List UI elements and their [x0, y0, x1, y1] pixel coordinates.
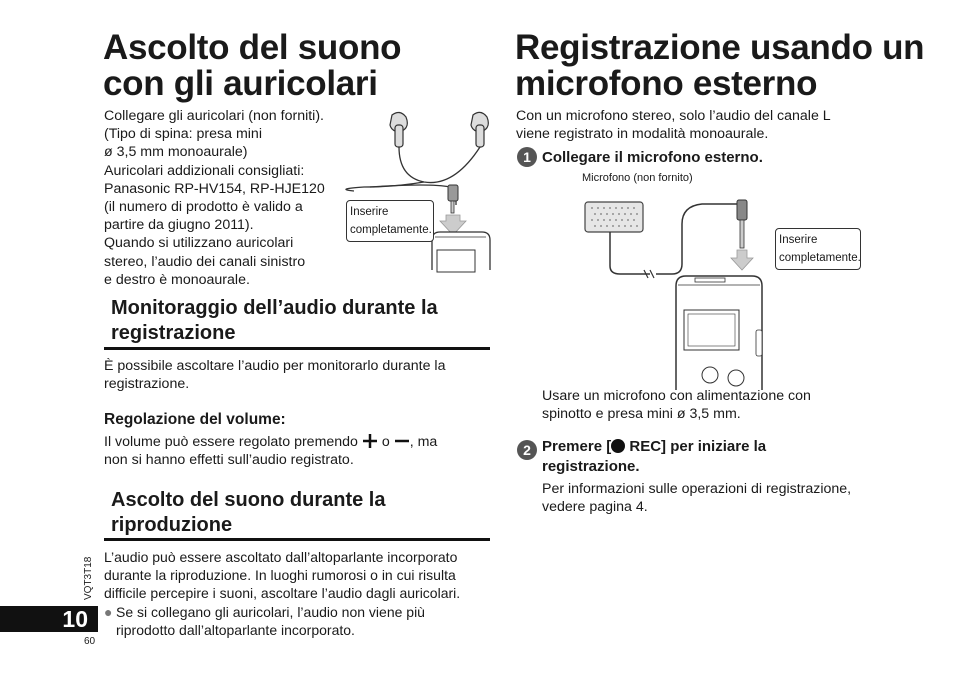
section2-body-line: durante la riproduzione. In luoghi rumorosi o in cui risulta	[104, 567, 456, 584]
microphone-icon	[585, 202, 643, 232]
earphone-intro	[104, 107, 354, 289]
bullet-line: riprodotto dall’altoparlante incorporato.	[116, 621, 355, 638]
volume-body-line1	[104, 433, 494, 451]
insert-label-text: completamente.	[350, 224, 432, 236]
step2-body-line: Per informazioni sulle operazioni di registrazione,	[542, 481, 852, 497]
volume-text: o	[381, 434, 390, 450]
left-title-line2: con gli auricolari	[103, 64, 378, 103]
plug-note-line: spinotto e presa mini ø 3,5 mm.	[542, 406, 741, 423]
intro-line: Collegare gli auricolari (non forniti).	[104, 108, 325, 124]
mic-caption: Microfono (non fornito)	[582, 172, 693, 184]
insert-label-text: completamente.	[779, 252, 861, 264]
intro-line: (il numero di prodotto è valido a	[104, 199, 303, 216]
intro-line: Auricolari addizionali consigliati:	[104, 162, 305, 179]
left-earbud-icon	[390, 112, 407, 147]
step1-text: Collegare il microfono esterno.	[542, 149, 763, 166]
minus-icon	[394, 434, 410, 448]
section1-body-line: È possibile ascoltare l’audio per monitorarlo durante la	[104, 358, 446, 374]
section2-rule	[104, 538, 490, 541]
right-intro-line: viene registrato in modalità monoaurale.	[516, 126, 769, 143]
section2-title-line: Ascolto del suono durante la	[111, 489, 386, 511]
step1-number-icon: 1	[517, 147, 537, 167]
page-number: 10	[62, 606, 88, 632]
section2-body	[104, 548, 499, 639]
section2-body-line: difficile percepire i suoni, ascoltare l’audio dagli auricolari.	[104, 585, 461, 602]
bullet-item	[104, 603, 499, 639]
step2-text-part: REC] per iniziare la	[625, 438, 767, 455]
volume-text: Il volume può essere regolato premendo	[104, 434, 358, 450]
doc-code: VQT3T18	[83, 556, 94, 600]
step2-number-icon: 2	[517, 440, 537, 460]
step2-text	[542, 437, 902, 477]
section1-title	[111, 296, 438, 346]
section1-body	[104, 357, 494, 393]
insert-label-text: Inserire	[350, 206, 389, 218]
intro-line: partire da giugno 2011).	[104, 217, 254, 234]
plus-icon	[362, 434, 378, 448]
left-title	[103, 30, 401, 102]
bullet-icon: ●	[104, 603, 113, 620]
plug-note-line: Usare un microfono con alimentazione con	[542, 388, 811, 404]
right-intro	[516, 107, 916, 143]
volume-text: , ma	[409, 434, 438, 450]
section1-title-line: registrazione	[111, 322, 236, 344]
bullet-line: Se si collegano gli auricolari, l’audio non viene più	[116, 603, 425, 620]
volume-heading: Regolazione del volume:	[104, 411, 286, 428]
section2-body-line: L’audio può essere ascoltato dall’altoparlante incorporato	[104, 549, 458, 565]
intro-line: ø 3,5 mm monoaurale)	[104, 144, 248, 161]
right-earbud-icon	[471, 112, 488, 147]
intro-line: stereo, l’audio dei canali sinistro	[104, 253, 306, 270]
insert-label-left	[346, 200, 434, 242]
earphone-illustration	[340, 105, 495, 275]
section1-body-line: registrazione.	[104, 376, 190, 393]
right-title-line1: Registrazione usando un	[515, 28, 925, 67]
step2-line2: registrazione.	[542, 458, 640, 475]
intro-line: (Tipo di spina: presa mini	[104, 126, 262, 143]
microphone-illustration	[580, 188, 880, 390]
section2-title-line: riproduzione	[111, 514, 233, 536]
volume-body	[104, 433, 494, 469]
right-title	[515, 30, 924, 102]
step2-line1	[542, 437, 902, 457]
step2-text-part: Premere [	[542, 438, 612, 455]
step2-body-line: vedere pagina 4.	[542, 499, 648, 516]
plug-note	[542, 387, 922, 423]
left-title-line1: Ascolto del suono	[103, 28, 402, 67]
intro-line: e destro è monoaurale.	[104, 271, 250, 288]
intro-line: Panasonic RP-HV154, RP-HJE120	[104, 180, 325, 197]
insert-label-text: Inserire	[779, 234, 818, 246]
section2-title	[111, 488, 385, 538]
small-page-number: 60	[84, 636, 96, 647]
volume-body-line2: non si hanno effetti sull’audio registrato.	[104, 452, 354, 469]
step2-body	[542, 480, 922, 516]
right-title-line2: microfono esterno	[515, 64, 818, 103]
intro-line: Quando si utilizzano auricolari	[104, 235, 294, 252]
section1-title-line: Monitoraggio dell’audio durante la	[111, 297, 438, 319]
page-number-bar	[0, 606, 98, 632]
section1-rule	[104, 347, 490, 350]
right-intro-line: Con un microfono stereo, solo l’audio del canale L	[516, 108, 831, 124]
record-dot-icon	[611, 439, 625, 453]
insert-label-right	[775, 228, 861, 270]
